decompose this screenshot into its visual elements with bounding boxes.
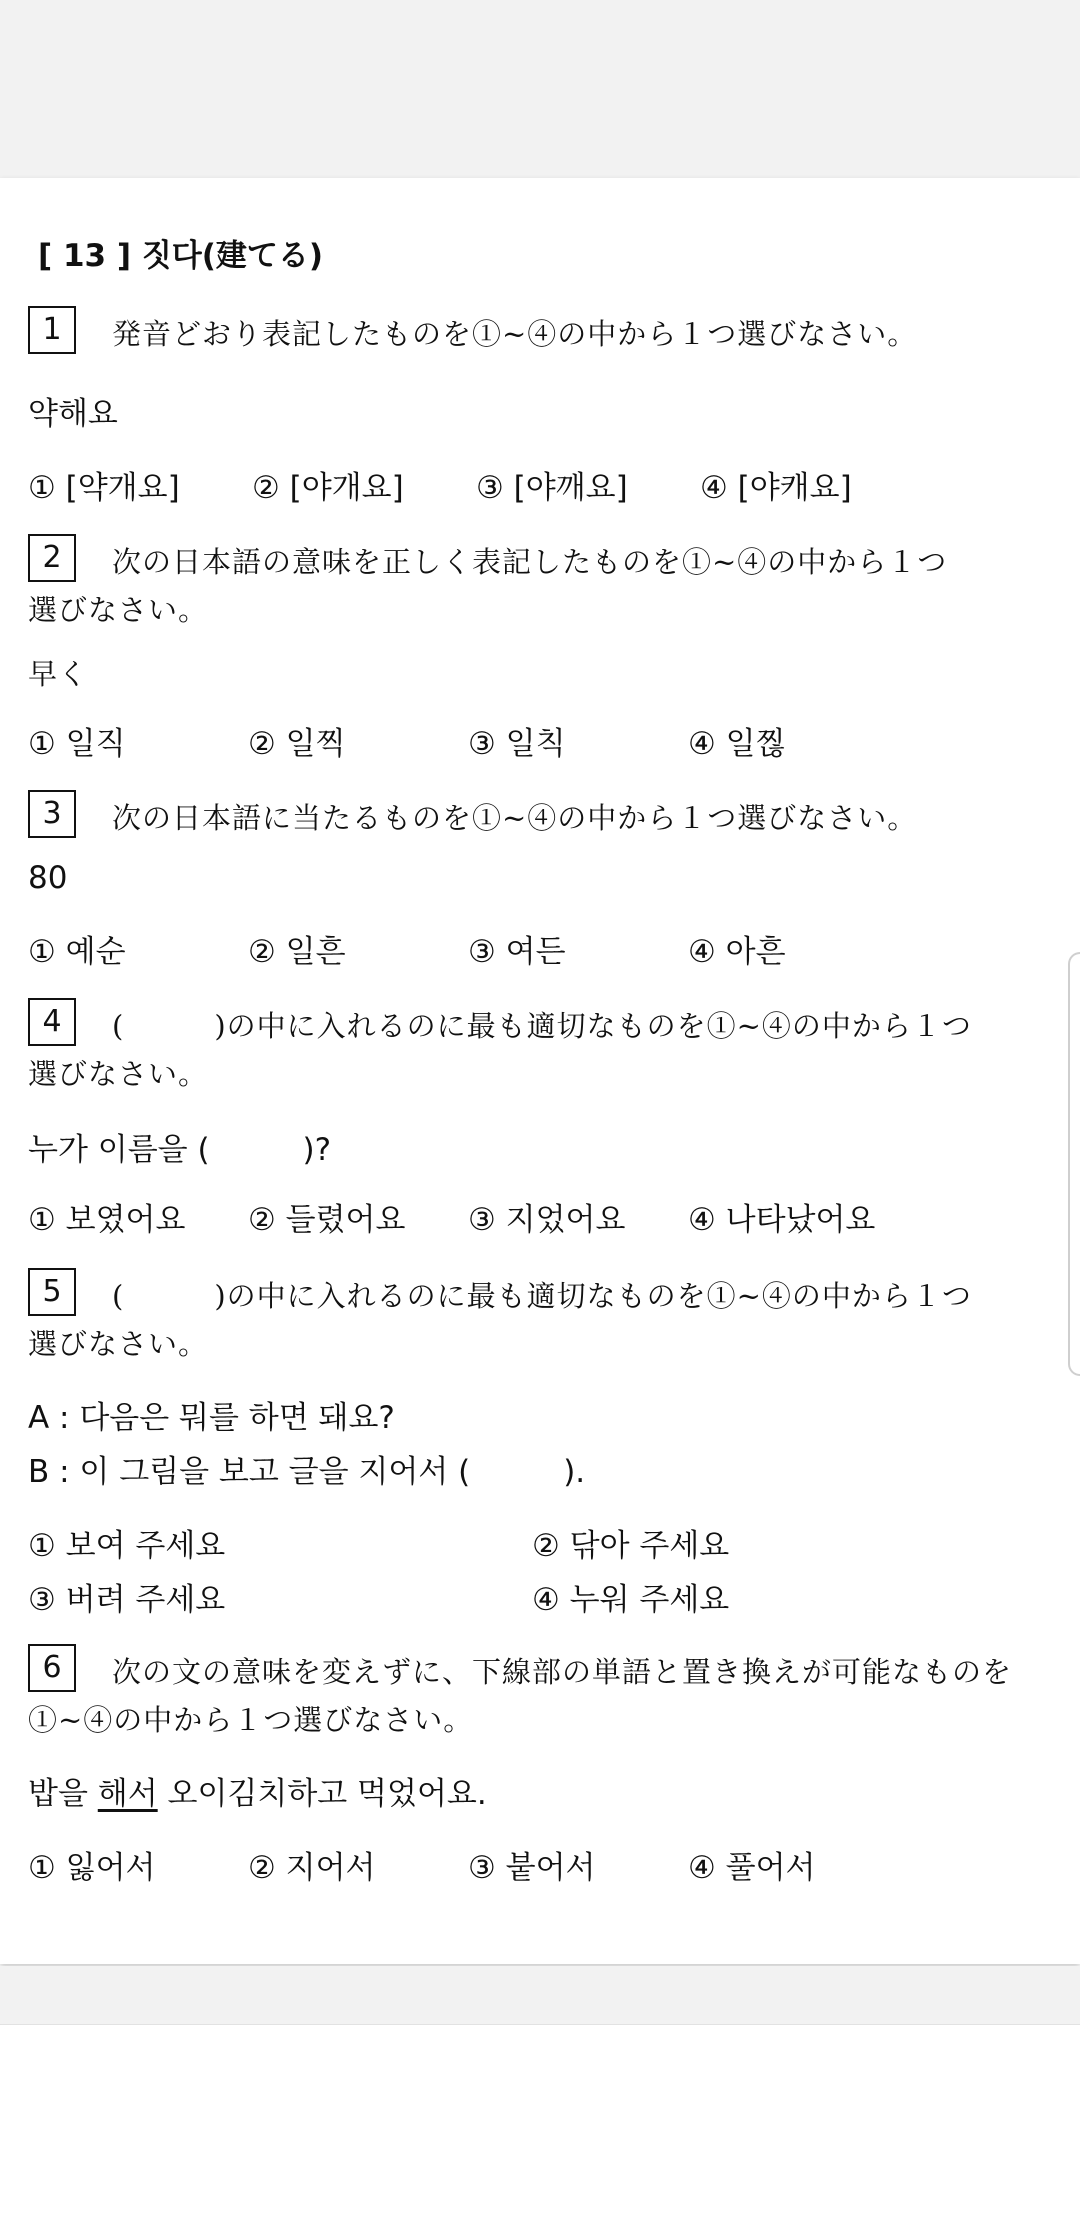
question-5-dialog-a: A : 다음은 뭐를 하면 돼요? xyxy=(28,1400,395,1436)
question-4-option-3[interactable]: ③ 지었어요 xyxy=(468,1202,626,1238)
question-6-option-1[interactable]: ① 잃어서 xyxy=(28,1850,156,1886)
question-1-instruction: 発音どおり表記したものを①~④の中から１つ選びなさい。 xyxy=(112,317,918,351)
question-5-option-1[interactable]: ① 보여 주세요 xyxy=(28,1528,226,1564)
lesson-title: [ 13 ] 짓다(建てる) xyxy=(38,238,324,274)
question-4-option-2[interactable]: ② 들렸어요 xyxy=(248,1202,406,1238)
question-2-option-1[interactable]: ① 일직 xyxy=(28,726,126,762)
question-5-dialog-b: B : 이 그림을 보고 글을 지어서 ( ). xyxy=(28,1454,586,1490)
question-5-instruction-line1: ( )の中に入れるのに最も適切なものを①~④の中から１つ xyxy=(112,1279,972,1313)
question-3-option-4[interactable]: ④ 아흔 xyxy=(688,934,786,970)
question-2-instruction-line1: 次の日本語の意味を正しく表記したものを①~④の中から１つ xyxy=(112,545,948,579)
question-4-prompt: 누가 이름을 ( )? xyxy=(28,1132,332,1168)
question-number-5: 5 xyxy=(28,1268,76,1316)
question-number-1: 1 xyxy=(28,306,76,354)
question-6-instruction-line2: ①~④の中から１つ選びなさい。 xyxy=(28,1703,474,1737)
question-number-3: 3 xyxy=(28,790,76,838)
top-margin-band xyxy=(0,0,1080,178)
question-1-option-1[interactable]: ① [약개요] xyxy=(28,470,180,506)
question-5-option-4[interactable]: ④ 누워 주세요 xyxy=(532,1582,730,1618)
scrollbar-handle[interactable] xyxy=(1068,952,1080,1376)
bottom-margin-band xyxy=(0,1966,1080,2025)
question-number-2: 2 xyxy=(28,534,76,582)
question-1-option-2[interactable]: ② [야개요] xyxy=(252,470,404,506)
question-6-prompt-underlined: 해서 xyxy=(97,1776,158,1812)
question-2-option-3[interactable]: ③ 일칙 xyxy=(468,726,566,762)
question-1-prompt: 약해요 xyxy=(28,396,118,432)
question-2-option-4[interactable]: ④ 일찒 xyxy=(688,726,786,762)
question-6-prompt-after: 오이김치하고 먹었어요. xyxy=(167,1776,487,1812)
question-4-instruction-line2: 選びなさい。 xyxy=(28,1057,209,1091)
question-number-4: 4 xyxy=(28,998,76,1046)
question-4-option-4[interactable]: ④ 나타났어요 xyxy=(688,1202,876,1238)
question-5-instruction-line2: 選びなさい。 xyxy=(28,1327,209,1361)
question-3-option-2[interactable]: ② 일흔 xyxy=(248,934,346,970)
question-3-prompt: 80 xyxy=(28,860,68,896)
document-page xyxy=(0,178,1080,1964)
question-4-instruction-line1: ( )の中に入れるのに最も適切なものを①~④の中から１つ xyxy=(112,1009,972,1043)
question-3-option-3[interactable]: ③ 여든 xyxy=(468,934,566,970)
question-4-option-1[interactable]: ① 보였어요 xyxy=(28,1202,186,1238)
question-1-option-4[interactable]: ④ [야캐요] xyxy=(700,470,852,506)
question-2-prompt: 早く xyxy=(28,657,89,691)
question-1-option-3[interactable]: ③ [야깨요] xyxy=(476,470,628,506)
question-3-instruction: 次の日本語に当たるものを①~④の中から１つ選びなさい。 xyxy=(112,801,918,835)
question-6-option-4[interactable]: ④ 풀어서 xyxy=(688,1850,816,1886)
question-6-option-2[interactable]: ② 지어서 xyxy=(248,1850,376,1886)
question-2-option-2[interactable]: ② 일찍 xyxy=(248,726,346,762)
question-6-instruction-line1: 次の文の意味を変えずに、下線部の単語と置き換えが可能なものを xyxy=(112,1655,1013,1689)
question-6-prompt-before: 밥을 xyxy=(28,1776,88,1812)
question-6-option-3[interactable]: ③ 붙어서 xyxy=(468,1850,596,1886)
question-5-option-2[interactable]: ② 닦아 주세요 xyxy=(532,1528,730,1564)
question-6-prompt xyxy=(28,1768,487,1813)
question-3-option-1[interactable]: ① 예순 xyxy=(28,934,126,970)
question-5-option-3[interactable]: ③ 버려 주세요 xyxy=(28,1582,226,1618)
question-number-6: 6 xyxy=(28,1644,76,1692)
question-2-instruction-line2: 選びなさい。 xyxy=(28,593,209,627)
